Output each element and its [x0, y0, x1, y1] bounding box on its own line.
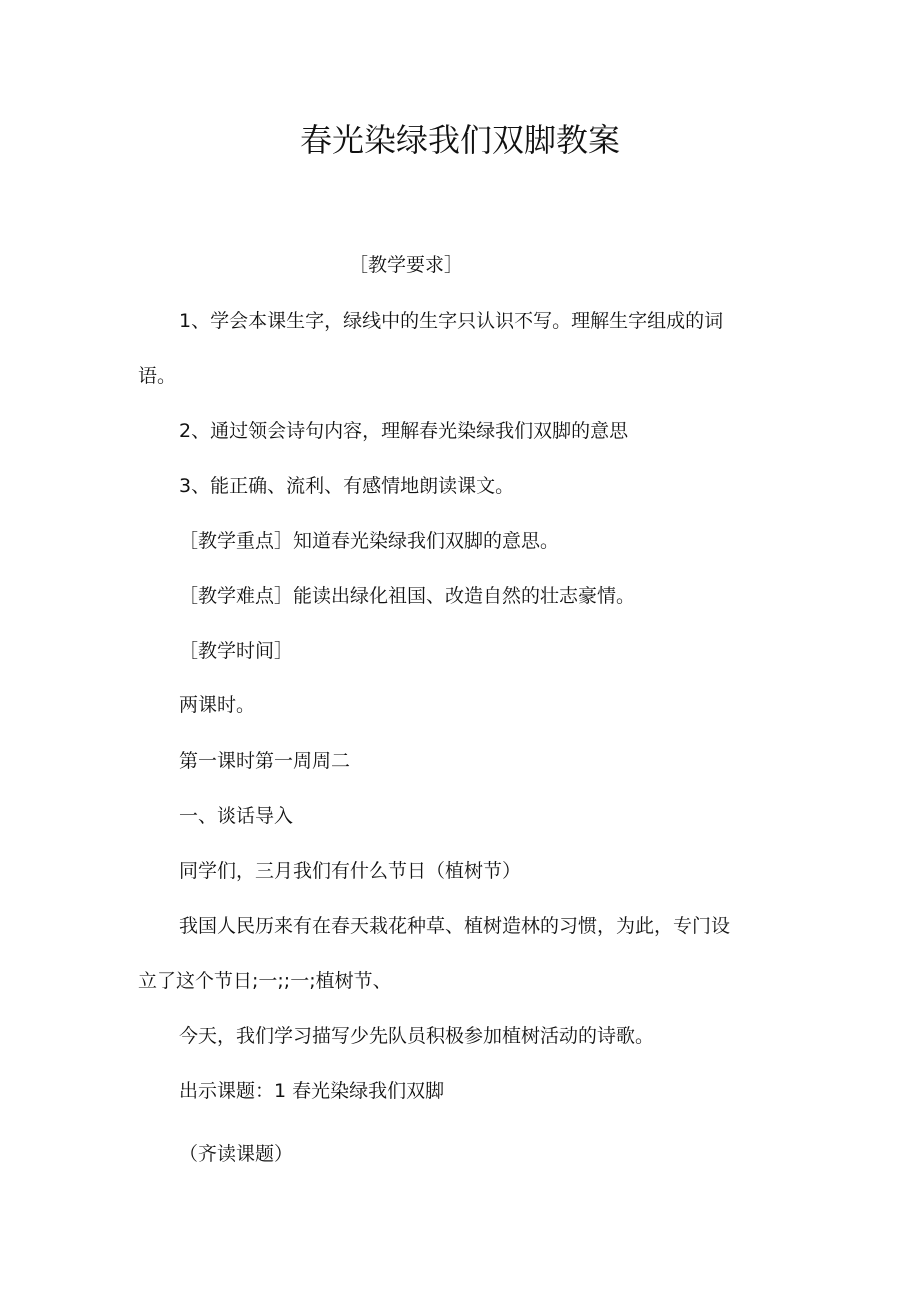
section-heading-requirements: ［教学要求］ — [349, 254, 464, 276]
paragraph-line: （齐读课题） — [179, 1143, 294, 1165]
paragraph-line: 今天，我们学习描写少先队员积极参加植树活动的诗歌。 — [179, 1025, 655, 1047]
paragraph-line: 两课时。 — [179, 694, 256, 716]
paragraph-line: ［教学时间］ — [179, 640, 294, 662]
paragraph-line: 立了这个节日;一;;一;植树节、 — [138, 970, 392, 992]
paragraph-line: 语。 — [138, 365, 177, 387]
paragraph-line: 第一课时第一周周二 — [179, 750, 351, 772]
paragraph-line: 同学们，三月我们有什么节日（植树节） — [179, 860, 522, 882]
paragraph-line: ［教学重点］知道春光染绿我们双脚的意思。 — [179, 530, 560, 552]
paragraph-line: 一、谈话导入 — [179, 805, 294, 827]
paragraph-line: 出示课题：1 春光染绿我们双脚 — [179, 1080, 445, 1102]
paragraph-line: 1、学会本课生字，绿线中的生字只认识不写。理解生字组成的词 — [179, 310, 724, 332]
document-title: 春光染绿我们双脚教案 — [299, 121, 620, 159]
paragraph-line: 3、能正确、流利、有感情地朗读课文。 — [179, 475, 515, 497]
paragraph-line: 2、通过领会诗句内容，理解春光染绿我们双脚的意思 — [179, 420, 629, 442]
paragraph-line: 我国人民历来有在春天栽花种草、植树造林的习惯，为此，专门设 — [179, 915, 731, 937]
paragraph-line: ［教学难点］能读出绿化祖国、改造自然的壮志豪情。 — [179, 585, 636, 607]
